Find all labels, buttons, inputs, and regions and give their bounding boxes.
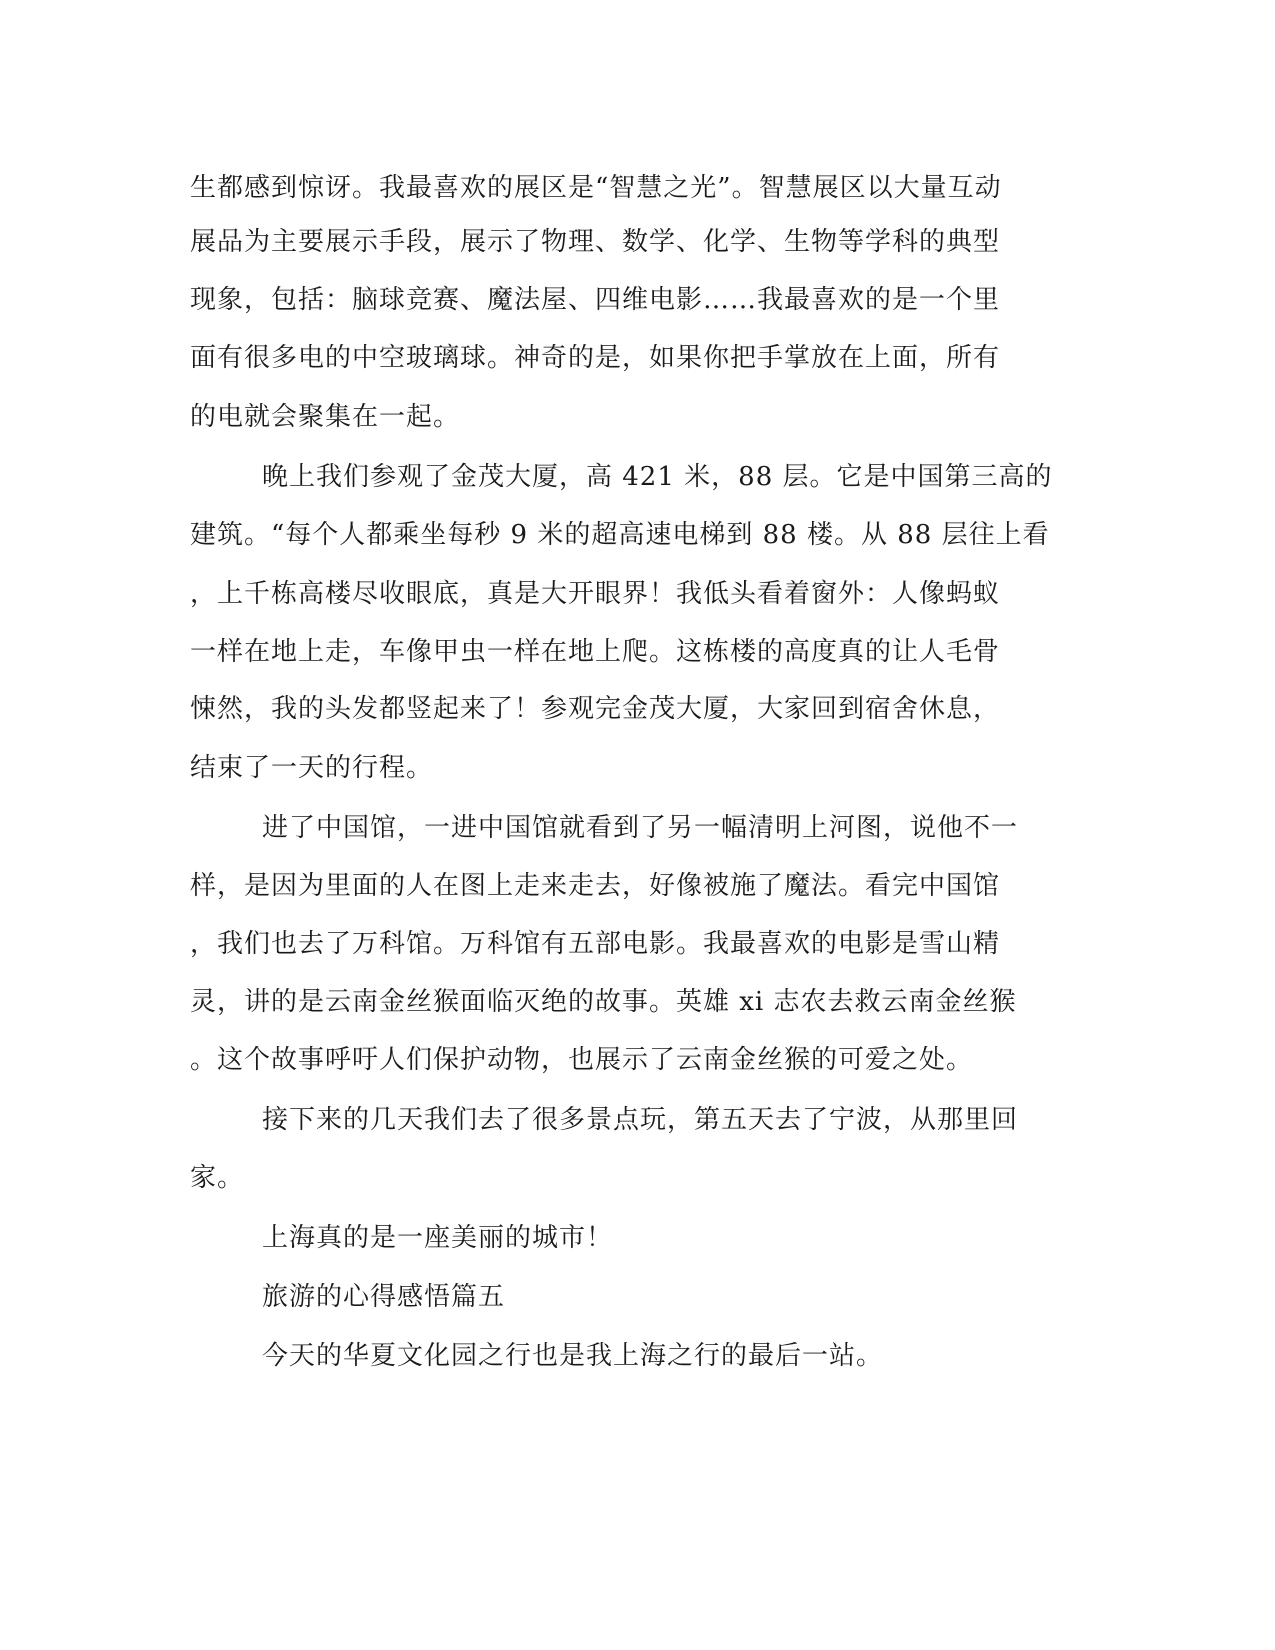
text-line: 现象，包括：脑球竞赛、魔法屋、四维电影……我最喜欢的是一个里 [190, 285, 1001, 315]
text-line: 灵，讲的是云南金丝猴面临灭绝的故事。英雄 xi 志农去救云南金丝猴 [190, 987, 1017, 1017]
text-line: 结束了一天的行程。 [190, 753, 434, 783]
paragraph-first-line: 进了中国馆，一进中国馆就看到了另一幅清明上河图，说他不一 [262, 813, 1019, 843]
text-line: 生都感到惊讶。我最喜欢的展区是“智慧之光”。智慧展区以大量互动 [190, 173, 1002, 203]
paragraph-first-line: 接下来的几天我们去了很多景点玩，第五天去了宁波，从那里回 [262, 1105, 1019, 1135]
text-line: 悚然，我的头发都竖起来了！参观完金茂大厦，大家回到宿舍休息， [190, 694, 1001, 724]
paragraph-first-line: 上海真的是一座美丽的城市！ [262, 1223, 614, 1253]
section-heading: 旅游的心得感悟篇五 [262, 1282, 506, 1312]
text-line: 展品为主要展示手段，展示了物理、数学、化学、生物等学科的典型 [190, 227, 1001, 257]
text-line: ，我们也去了万科馆。万科馆有五部电影。我最喜欢的电影是雪山精 [190, 929, 1001, 959]
paragraph-first-line: 今天的华夏文化园之行也是我上海之行的最后一站。 [262, 1341, 884, 1371]
text-line: 家。 [190, 1163, 245, 1193]
paragraph-first-line: 晚上我们参观了金茂大厦，高 421 米，88 层。它是中国第三高的 [262, 462, 1053, 492]
text-line: 样，是因为里面的人在图上走来走去，好像被施了魔法。看完中国馆 [190, 871, 1001, 901]
text-line: 建筑。“每个人都乘坐每秒 9 米的超高速电梯到 88 楼。从 88 层往上看 [190, 520, 1050, 550]
text-line: 一样在地上走，车像甲虫一样在地上爬。这栋楼的高度真的让人毛骨 [190, 637, 1001, 667]
text-line: ，上千栋高楼尽收眼底，真是大开眼界！我低头看着窗外：人像蚂蚁 [190, 579, 1001, 609]
text-line: 的电就会聚集在一起。 [190, 402, 461, 432]
text-line: 面有很多电的中空玻璃球。神奇的是，如果你把手掌放在上面，所有 [190, 343, 1001, 373]
text-line: 。这个故事呼吁人们保护动物，也展示了云南金丝猴的可爱之处。 [190, 1045, 974, 1075]
